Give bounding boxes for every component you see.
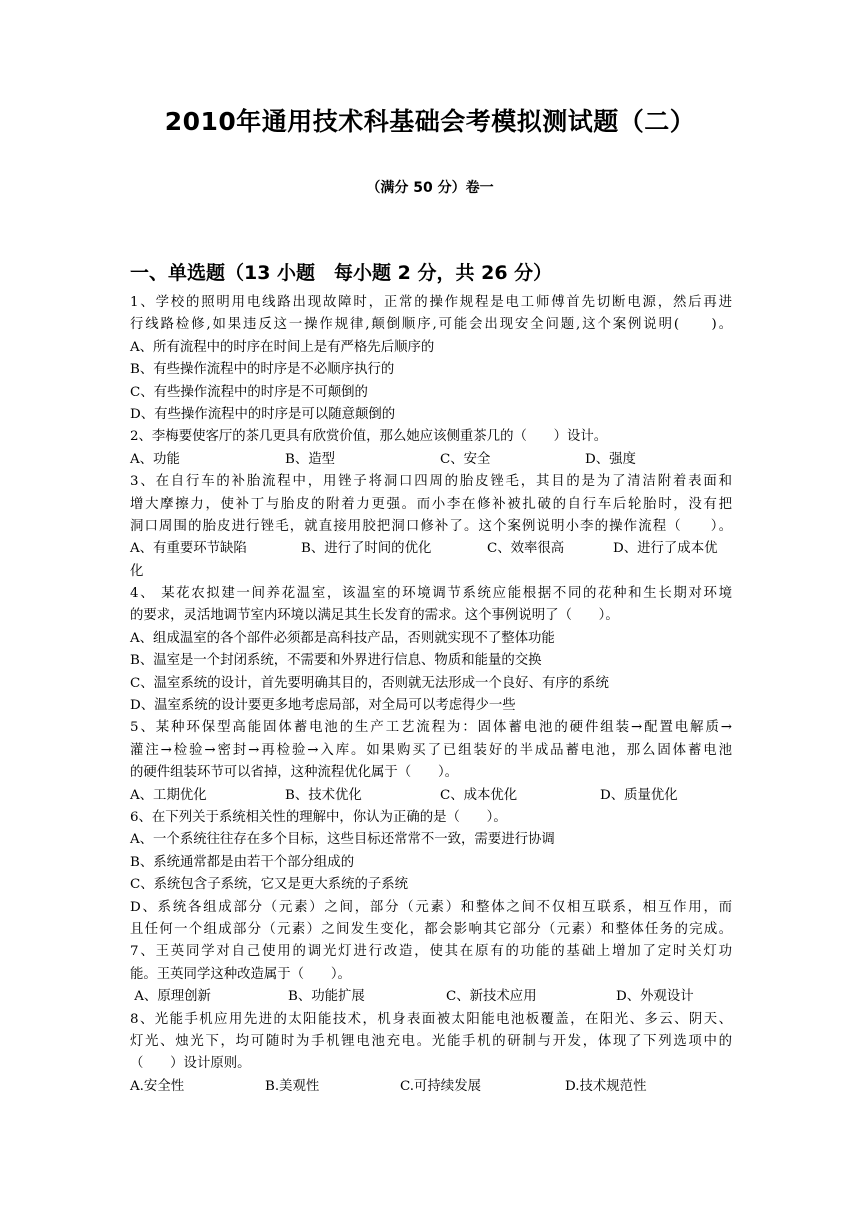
question-4-stem: 4、 某花农拟建一间养花温室，该温室的环境调节系统应能根据不同的花种和生长期对环境 (130, 586, 732, 602)
question-5-stem: 灌注→检验→密封→再检验→入库。如果购买了已组装好的半成品蓄电池，那么固体蓄电池 (130, 742, 732, 758)
question-2-options (130, 449, 732, 471)
question-4-option-c: C、温室系统的设计，首先要明确其目的，否则就无法形成一个良好、有序的系统 (130, 675, 609, 691)
question-8-option-d: D.技术规范性 (565, 1078, 647, 1094)
question-8-stem: 灯光、烛光下，均可随时为手机锂电池充电。光能手机的研制与开发，体现了下列选项中的 (130, 1033, 732, 1049)
question-6-option-a: A、一个系统往往存在多个目标，这些目标还常常不一致，需要进行协调 (130, 832, 555, 848)
question-2-stem: 2、李梅要使客厅的茶几更具有欣赏价值，那么她应该侧重茶几的（ ）设计。 (130, 429, 608, 445)
question-5-stem: 5、某种环保型高能固体蓄电池的生产工艺流程为：固体蓄电池的硬件组装→配置电解质→ (130, 720, 732, 736)
question-7-stem: 能。王英同学这种改造属于（ ）。 (130, 966, 351, 982)
question-4-option-d: D、温室系统的设计要更多地考虑局部，对全局可以考虑得少一些 (130, 698, 516, 714)
question-3-stem: 增大摩擦力，使补丁与胎皮的附着力更强。而小李在修补被扎破的自行车后轮胎时，没有把 (130, 496, 732, 512)
question-5-option-a: A、工期优化 (130, 787, 207, 803)
question-3-option-c: C、效率很高 (487, 541, 565, 557)
question-5-option-c: C、成本优化 (440, 787, 518, 803)
question-5-stem: 的硬件组装环节可以省掉，这种流程优化属于（ ）。 (130, 765, 459, 781)
question-8-stem: （ ）设计原则。 (130, 1056, 251, 1072)
question-5-option-d: D、质量优化 (600, 787, 678, 803)
question-6-option-b: B、系统通常都是由若干个部分组成的 (130, 854, 355, 870)
question-4-option-a: A、组成温室的各个部件必须都是高科技产品，否则就实现不了整体功能 (130, 630, 555, 646)
question-2-option-c: C、安全 (440, 451, 491, 467)
question-8-option-a: A.安全性 (130, 1078, 185, 1094)
question-4-option-b: B、温室是一个封闭系统，不需要和外界进行信息、物质和能量的交换 (130, 653, 542, 669)
question-6-option-c: C、系统包含子系统，它又是更大系统的子系统 (130, 877, 409, 893)
question-8-option-c: C.可持续发展 (400, 1078, 481, 1094)
question-2-option-b: B、造型 (285, 451, 336, 467)
section-heading: 一、单选题（13 小题 每小题 2 分，共 26 分） (130, 262, 553, 284)
question-8-options (130, 1076, 732, 1098)
question-1-option-c: C、有些操作流程中的时序是不可颠倒的 (130, 384, 368, 400)
question-1-option-d: D、有些操作流程中的时序是可以随意颠倒的 (130, 406, 396, 422)
question-3-stem: 洞口周围的胎皮进行锉毛，就直接用胶把洞口修补了。这个案例说明小李的操作流程（ ）。 (130, 518, 732, 534)
question-3-stem: 3、在自行车的补胎流程中，用锉子将洞口四周的胎皮锉毛，其目的是为了清洁附着表面和 (130, 474, 732, 490)
question-2-option-d: D、强度 (585, 451, 636, 467)
question-6-option-d: 且任何一个组成部分（元素）之间发生变化，都会影响其它部分（元素）和整体任务的完成。 (130, 921, 732, 937)
question-8-stem: 8、光能手机应用先进的太阳能技术，机身表面被太阳能电池板覆盖，在阳光、多云、阴天、 (130, 1011, 732, 1027)
question-7-option-b: B、功能扩展 (288, 989, 365, 1005)
question-3-option-d-wrap: 化 (130, 563, 144, 579)
question-2-option-a: A、功能 (130, 451, 180, 467)
question-5-options (130, 785, 732, 807)
question-5-option-b: B、技术优化 (285, 787, 362, 803)
question-7-option-a: A、原理创新 (130, 989, 211, 1005)
question-3-options (130, 538, 732, 560)
question-3-option-d: D、进行了成本优 (613, 541, 718, 557)
question-1-stem: 1、学校的照明用电线路出现故障时，正常的操作规程是电工师傅首先切断电源，然后再进 (130, 295, 732, 310)
question-7-stem: 7、王英同学对自己使用的调光灯进行改造，使其在原有的功能的基础上增加了定时关灯功 (130, 944, 732, 960)
question-7-option-c: C、新技术应用 (446, 989, 537, 1005)
question-4-stem: 的要求，灵活地调节室内环境以满足其生长发育的需求。这个事例说明了（ ）。 (130, 608, 619, 624)
question-6-option-d: D、系统各组成部分（元素）之间，部分（元素）和整体之间不仅相互联系，相互作用，而 (130, 899, 732, 915)
question-7-option-d: D、外观设计 (616, 989, 694, 1005)
question-6-stem: 6、在下列关于系统相关性的理解中，你认为正确的是（ ）。 (130, 809, 507, 825)
question-1-option-a: A、所有流程中的时序在时间上是有严格先后顺序的 (130, 339, 435, 355)
question-1-option-b: B、有些操作流程中的时序是不必顺序执行的 (130, 362, 395, 378)
question-8-option-b: B.美观性 (265, 1078, 320, 1094)
page-subtitle: （满分 50 分）卷一 (366, 180, 494, 196)
question-1-stem: 行线路检修,如果违反这一操作规律,颠倒顺序,可能会出现安全问题,这个案例说明( )。 (130, 317, 732, 333)
page-title: 2010年通用技术科基础会考模拟测试题（二） (164, 107, 696, 136)
question-body (130, 292, 732, 1098)
question-3-option-a: A、有重要环节缺陷 (130, 541, 247, 557)
question-3-option-b: B、进行了时间的优化 (301, 541, 432, 557)
question-7-options (130, 986, 732, 1008)
